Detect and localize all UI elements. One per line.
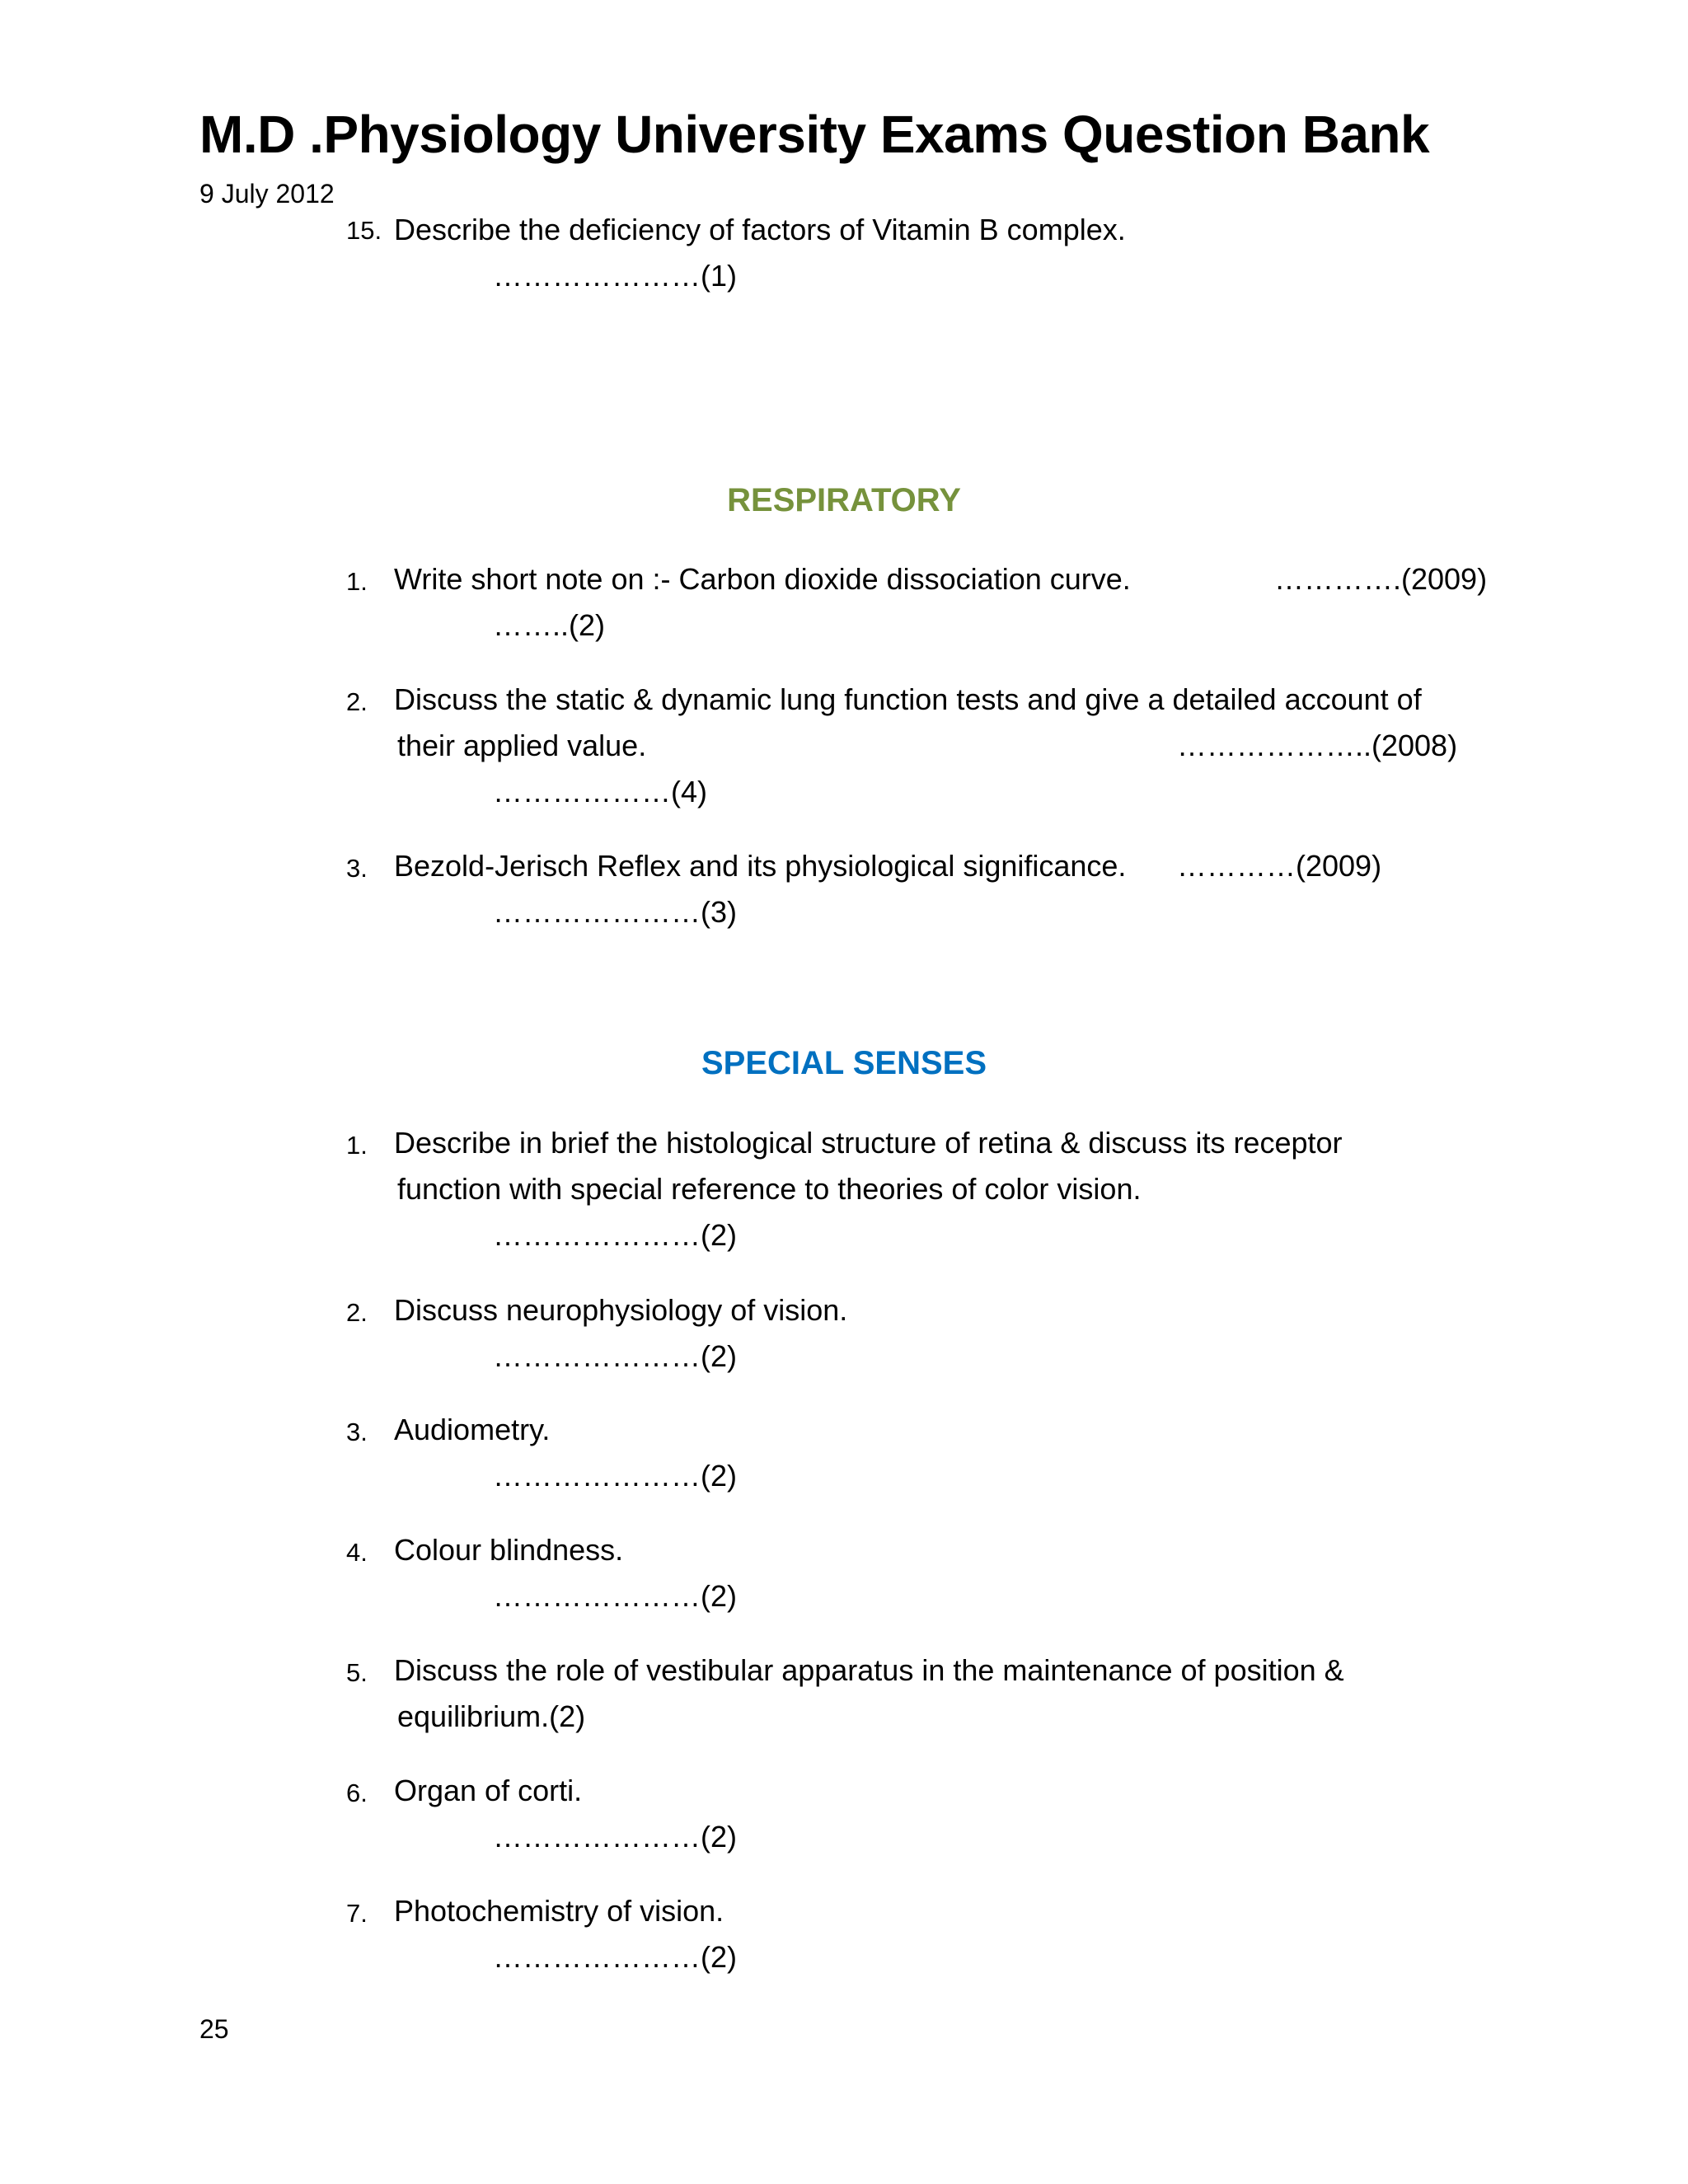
section-heading-respiratory: RESPIRATORY <box>727 482 961 518</box>
question-number: 3. <box>346 854 368 883</box>
question-marks: …………………(2) <box>493 1459 737 1493</box>
question-text: Organ of corti. <box>394 1774 583 1807</box>
question-marks: …………………(2) <box>493 1579 737 1613</box>
question-text: Discuss the static & dynamic lung function tests and give a detailed account of <box>394 682 1422 716</box>
question-year: ………………..(2008) <box>1177 729 1458 762</box>
question-number: 15. <box>346 216 382 245</box>
question-text-continued: equilibrium.(2) <box>397 1699 586 1733</box>
question-text: Describe in brief the histological structure of retina & discuss its receptor <box>394 1126 1343 1160</box>
question-text: Audiometry. <box>394 1413 551 1446</box>
question-text: Write short note on :- Carbon dioxide dissociation curve. <box>394 562 1131 596</box>
question-marks: …………………(2) <box>493 1339 737 1373</box>
question-number: 6. <box>346 1779 368 1807</box>
question-number: 1. <box>346 1131 368 1160</box>
question-number: 7. <box>346 1899 368 1928</box>
page-number: 25 <box>199 2014 229 2044</box>
question-year: …………(2009) <box>1177 849 1382 883</box>
question-marks: …………………(2) <box>493 1940 737 1974</box>
question-marks: …………………(2) <box>493 1218 737 1252</box>
question-marks: …………………(3) <box>493 895 737 929</box>
question-number: 2. <box>346 1298 368 1327</box>
document-title: M.D .Physiology University Exams Question Bank <box>199 105 1430 164</box>
question-text: Photochemistry of vision. <box>394 1894 724 1928</box>
question-text: Discuss the role of vestibular apparatus in the maintenance of position & <box>394 1653 1344 1687</box>
question-year: ………….(2009) <box>1274 562 1488 596</box>
question-number: 1. <box>346 567 368 596</box>
question-marks: ……..(2) <box>493 608 606 642</box>
document-date: 9 July 2012 <box>199 179 335 209</box>
question-marks: …………………(1) <box>493 259 737 293</box>
question-number: 3. <box>346 1418 368 1446</box>
section-heading-special-senses: SPECIAL SENSES <box>701 1045 987 1081</box>
question-marks: …………………(2) <box>493 1820 737 1854</box>
question-text-continued: their applied value. <box>397 729 647 762</box>
question-number: 4. <box>346 1538 368 1567</box>
question-marks: ………………(4) <box>493 775 707 808</box>
question-text: Bezold-Jerisch Reflex and its physiological significance. <box>394 849 1127 883</box>
question-text: Describe the deficiency of factors of Vitamin B complex. <box>394 213 1126 246</box>
question-text-continued: function with special reference to theories of color vision. <box>397 1172 1142 1206</box>
question-number: 2. <box>346 687 368 716</box>
question-text: Colour blindness. <box>394 1533 624 1567</box>
question-text: Discuss neurophysiology of vision. <box>394 1293 848 1327</box>
question-number: 5. <box>346 1658 368 1687</box>
